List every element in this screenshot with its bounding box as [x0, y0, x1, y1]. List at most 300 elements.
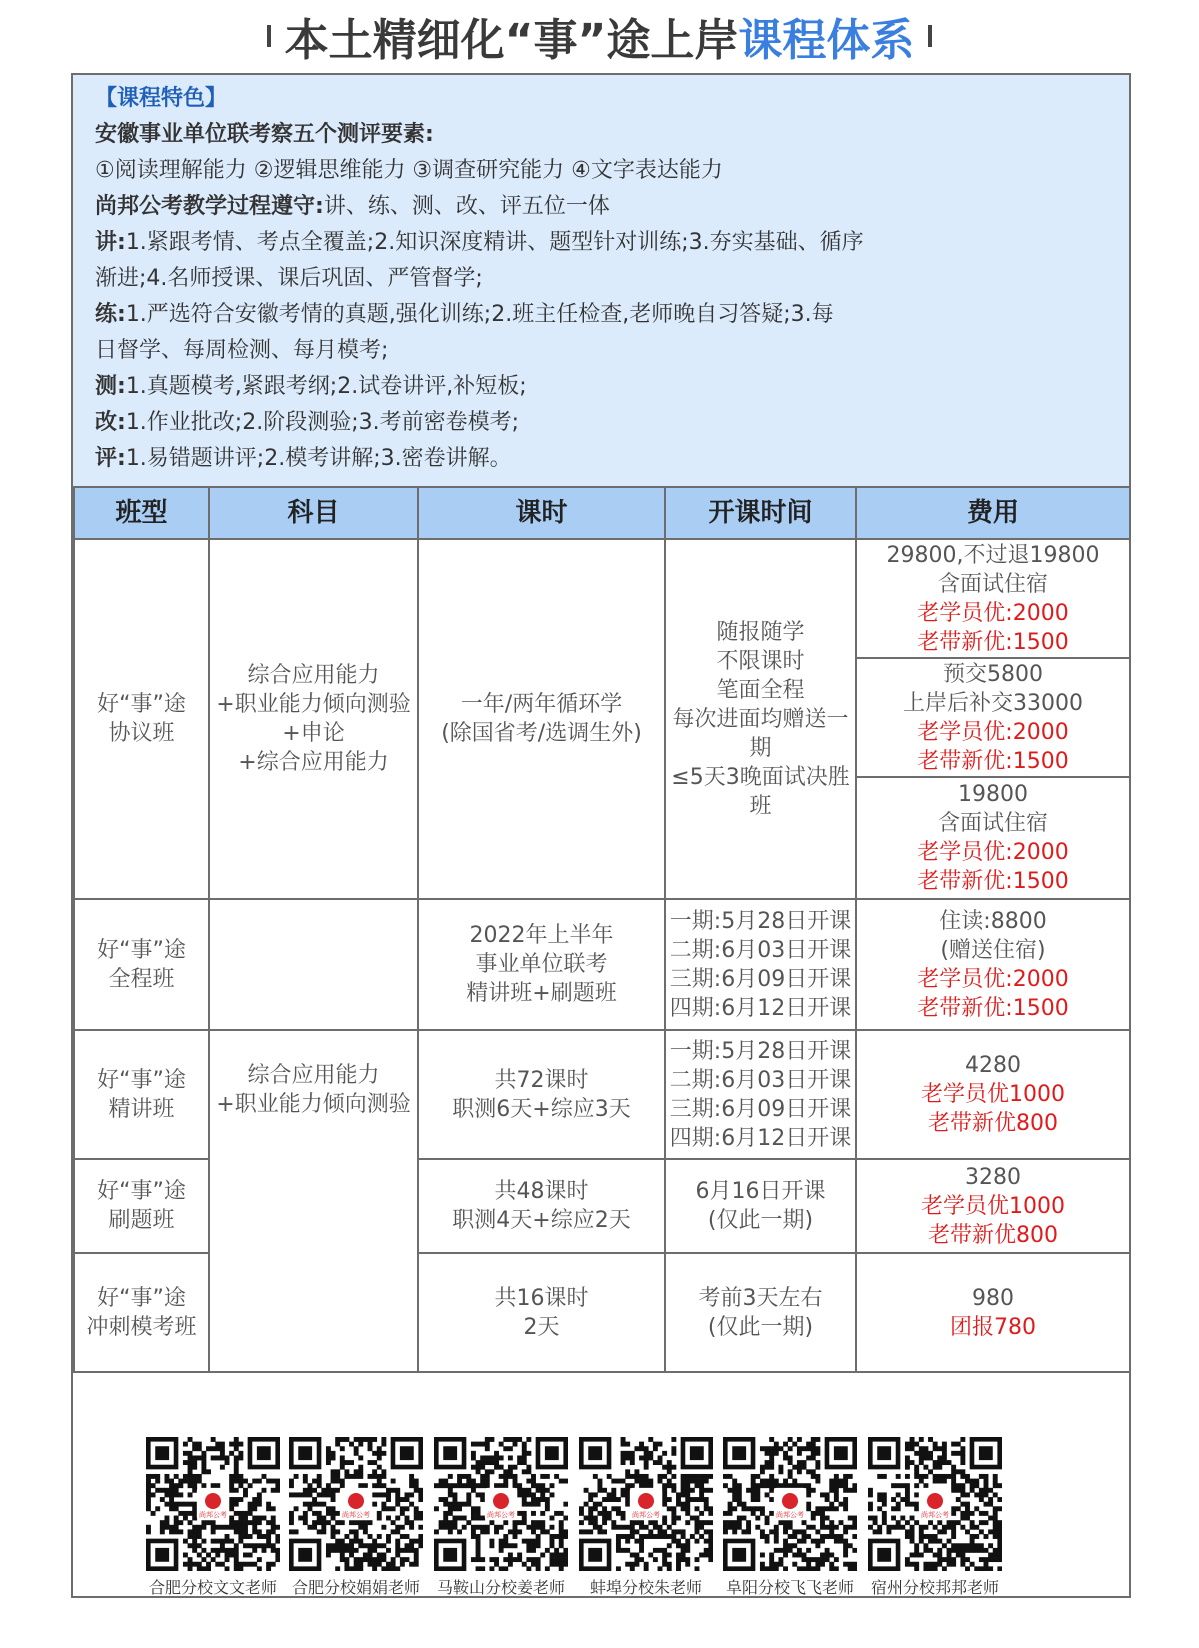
qr-module — [951, 1511, 956, 1516]
qr-module — [820, 1553, 825, 1558]
qr-module — [489, 1437, 494, 1442]
jiang-line2: 渐进;4.名师授课、课后巩固、严管督学; — [95, 266, 483, 291]
qr-module — [174, 1488, 179, 1493]
qr-module — [372, 1451, 377, 1456]
qr-module — [164, 1479, 169, 1484]
qr-module — [174, 1525, 179, 1530]
logo-text: 尚邦公考 — [632, 1511, 660, 1519]
qr-module — [540, 1483, 545, 1488]
qr-module — [802, 1529, 807, 1534]
qr-module — [616, 1539, 621, 1544]
qr-module — [192, 1483, 197, 1488]
qr-module — [947, 1557, 952, 1562]
qr-module — [741, 1502, 746, 1507]
qr-module — [970, 1511, 975, 1516]
qr-module — [644, 1460, 649, 1465]
qr-module — [354, 1437, 359, 1442]
qr-module — [834, 1497, 839, 1502]
qr-module — [405, 1506, 410, 1511]
qr-module — [956, 1520, 961, 1525]
qr-module — [993, 1548, 998, 1553]
title-accent: 课程体系 — [738, 15, 915, 66]
qr-module — [625, 1483, 630, 1488]
qr-module — [503, 1479, 508, 1484]
qr-module — [778, 1483, 783, 1488]
qr-module — [326, 1511, 331, 1516]
qr-module — [765, 1451, 770, 1456]
qr-module — [728, 1488, 733, 1493]
title-main: 本土精细化“事”途上岸 — [284, 15, 739, 66]
qr-caption: 阜阳分校飞飞老师 — [725, 1578, 854, 1597]
qr-module — [508, 1469, 513, 1474]
qr-module — [662, 1483, 667, 1488]
qr-code-icon[interactable] — [868, 1437, 1002, 1571]
qr-module — [513, 1479, 518, 1484]
qr-module — [443, 1516, 448, 1521]
qr-module — [621, 1437, 626, 1442]
qr-module — [886, 1529, 891, 1534]
qr-module — [471, 1479, 476, 1484]
qr-module — [653, 1460, 658, 1465]
qr-module — [607, 1474, 612, 1479]
qr-module — [685, 1511, 690, 1516]
qr-module — [197, 1455, 202, 1460]
qr-module — [802, 1483, 807, 1488]
qr-module — [937, 1520, 942, 1525]
qr-module — [644, 1474, 649, 1479]
qr-module — [648, 1553, 653, 1558]
qr-module — [349, 1529, 354, 1534]
qr-module — [485, 1455, 490, 1460]
qr-module — [197, 1529, 202, 1534]
qr-module — [400, 1548, 405, 1553]
fee-line: 19800 — [958, 782, 1028, 807]
qr-module — [489, 1539, 494, 1544]
qr-module — [621, 1511, 626, 1516]
qr-module — [681, 1502, 686, 1507]
qr-module — [178, 1483, 183, 1488]
qr-card — [143, 1437, 283, 1598]
qr-module — [984, 1488, 989, 1493]
qr-module — [896, 1525, 901, 1530]
qr-module — [621, 1534, 626, 1539]
qr-module — [174, 1483, 179, 1488]
qr-module — [480, 1455, 485, 1460]
qr-module — [662, 1529, 667, 1534]
qr-module — [708, 1474, 713, 1479]
qr-module — [409, 1548, 414, 1553]
qr-module — [395, 1539, 400, 1544]
qr-module — [335, 1469, 340, 1474]
qr-module — [262, 1534, 267, 1539]
qr-module — [708, 1511, 713, 1516]
qr-module — [243, 1525, 248, 1530]
qr-module — [391, 1529, 396, 1534]
qr-module — [788, 1534, 793, 1539]
qr-module — [201, 1469, 206, 1474]
qr-module — [517, 1437, 522, 1442]
qr-module — [960, 1548, 965, 1553]
qr-module — [806, 1483, 811, 1488]
qr-module — [760, 1553, 765, 1558]
qr-module — [658, 1442, 663, 1447]
qr-module — [806, 1442, 811, 1447]
qr-module — [536, 1488, 541, 1493]
qr-module — [988, 1516, 993, 1521]
qr-module — [848, 1474, 853, 1479]
qr-module — [211, 1520, 216, 1525]
qr-module — [639, 1525, 644, 1530]
qr-module — [409, 1502, 414, 1507]
qr-module — [489, 1557, 494, 1562]
qr-module — [732, 1492, 737, 1497]
qr-module — [597, 1479, 602, 1484]
qr-code-icon[interactable] — [579, 1437, 713, 1571]
qr-module — [354, 1539, 359, 1544]
qr-module — [229, 1474, 234, 1479]
qr-module — [183, 1442, 188, 1447]
qr-module — [335, 1520, 340, 1525]
qr-module — [522, 1539, 527, 1544]
qr-module — [183, 1562, 188, 1567]
table-row — [74, 1030, 1130, 1159]
qr-module — [192, 1511, 197, 1516]
qr-module — [229, 1516, 234, 1521]
qr-module — [616, 1497, 621, 1502]
hours-line: 共72课时 — [494, 1067, 589, 1093]
qr-module — [188, 1474, 193, 1479]
logo-text: 尚邦公考 — [921, 1511, 949, 1519]
time-line: (仅此一期) — [707, 1208, 814, 1233]
qr-module — [395, 1566, 400, 1571]
qr-module — [452, 1506, 457, 1511]
qr-module — [372, 1543, 377, 1548]
qr-module — [960, 1469, 965, 1474]
qr-module — [391, 1562, 396, 1567]
qr-module — [151, 1483, 156, 1488]
subject-shared — [209, 1030, 418, 1372]
qr-module — [169, 1506, 174, 1511]
qr-module — [344, 1469, 349, 1474]
qr-module — [621, 1479, 626, 1484]
qr-module — [806, 1492, 811, 1497]
qr-module — [616, 1543, 621, 1548]
qr-module — [243, 1553, 248, 1558]
qr-module — [275, 1548, 280, 1553]
qr-module — [769, 1497, 774, 1502]
qr-module — [409, 1539, 414, 1544]
qr-module — [695, 1506, 700, 1511]
qr-code-icon[interactable] — [723, 1437, 857, 1571]
qr-module — [513, 1529, 518, 1534]
qr-module — [513, 1534, 518, 1539]
qr-module — [937, 1529, 942, 1534]
qr-module — [331, 1451, 336, 1456]
qr-module — [896, 1520, 901, 1525]
qr-module — [919, 1534, 924, 1539]
qr-module — [648, 1483, 653, 1488]
qr-module — [848, 1543, 853, 1548]
qr-module — [211, 1483, 216, 1488]
qr-module — [418, 1488, 423, 1493]
qr-module — [503, 1534, 508, 1539]
qr-module — [321, 1492, 326, 1497]
qr-module — [480, 1492, 485, 1497]
qr-module — [788, 1548, 793, 1553]
qr-module — [494, 1562, 499, 1567]
qr-module — [956, 1442, 961, 1447]
qr-module — [414, 1516, 419, 1521]
qr-module — [368, 1446, 373, 1451]
qr-module — [238, 1483, 243, 1488]
qr-module — [974, 1483, 979, 1488]
qr-module — [517, 1553, 522, 1558]
qr-module — [545, 1497, 550, 1502]
qr-module — [625, 1455, 630, 1460]
time-line: 二期:6月03日开课 — [669, 937, 852, 963]
qr-module — [294, 1506, 299, 1511]
qr-module — [593, 1525, 598, 1530]
qr-module — [662, 1451, 667, 1456]
qr-code-icon[interactable] — [146, 1437, 280, 1571]
qr-module — [526, 1492, 531, 1497]
qr-module — [815, 1465, 820, 1470]
qr-module — [405, 1492, 410, 1497]
qr-module — [644, 1525, 649, 1530]
qr-module — [625, 1469, 630, 1474]
qr-module — [792, 1562, 797, 1567]
qr-module — [658, 1455, 663, 1460]
qr-module — [988, 1529, 993, 1534]
qr-module — [593, 1492, 598, 1497]
qr-module — [914, 1553, 919, 1558]
qr-module — [234, 1525, 239, 1530]
qr-module — [257, 1543, 262, 1548]
qr-module — [648, 1437, 653, 1442]
qr-module — [559, 1525, 564, 1530]
qr-module — [960, 1446, 965, 1451]
qr-module — [769, 1511, 774, 1516]
qr-module — [662, 1548, 667, 1553]
qr-module — [751, 1479, 756, 1484]
qr-module — [630, 1520, 635, 1525]
qr-module — [312, 1488, 317, 1493]
qr-module — [728, 1506, 733, 1511]
qr-module — [503, 1483, 508, 1488]
qr-module — [386, 1488, 391, 1493]
qr-module — [839, 1520, 844, 1525]
qr-module — [579, 1529, 584, 1534]
qr-module — [737, 1492, 742, 1497]
qr-module — [536, 1525, 541, 1530]
qr-module — [513, 1543, 518, 1548]
qr-module — [211, 1455, 216, 1460]
logo-icon — [638, 1493, 654, 1509]
qr-module — [266, 1534, 271, 1539]
qr-code-icon[interactable] — [289, 1437, 423, 1571]
qr-code-icon[interactable] — [434, 1437, 568, 1571]
qr-module — [783, 1451, 788, 1456]
qr-module — [391, 1506, 396, 1511]
qr-module — [806, 1502, 811, 1507]
qr-module — [508, 1529, 513, 1534]
qr-module — [344, 1543, 349, 1548]
qr-module — [997, 1553, 1002, 1558]
qr-module — [965, 1543, 970, 1548]
qr-module — [480, 1497, 485, 1502]
qr-module — [979, 1497, 984, 1502]
qr-module — [914, 1506, 919, 1511]
qr-module — [192, 1562, 197, 1567]
qr-module — [778, 1465, 783, 1470]
qr-module — [513, 1474, 518, 1479]
qr-module — [344, 1548, 349, 1553]
qr-module — [751, 1506, 756, 1511]
qr-module — [868, 1506, 873, 1511]
qr-module — [630, 1562, 635, 1567]
qr-module — [708, 1506, 713, 1511]
qr-module — [708, 1548, 713, 1553]
qr-module — [169, 1483, 174, 1488]
qr-module — [960, 1474, 965, 1479]
qr-module — [220, 1548, 225, 1553]
qr-module — [531, 1483, 536, 1488]
qr-module — [708, 1543, 713, 1548]
qr-module — [815, 1511, 820, 1516]
qr-module — [307, 1525, 312, 1530]
qr-module — [499, 1474, 504, 1479]
qr-module — [611, 1488, 616, 1493]
qr-module — [252, 1497, 257, 1502]
qr-module — [947, 1460, 952, 1465]
subject-xieyi — [209, 539, 418, 899]
qr-module — [947, 1474, 952, 1479]
qr-module — [868, 1488, 873, 1493]
qr-module — [653, 1520, 658, 1525]
qr-module — [271, 1562, 276, 1567]
qr-module — [391, 1488, 396, 1493]
qr-module — [737, 1525, 742, 1530]
qr-module — [802, 1553, 807, 1558]
qr-module — [340, 1446, 345, 1451]
qr-module — [815, 1557, 820, 1562]
qr-module — [708, 1520, 713, 1525]
qr-module — [234, 1553, 239, 1558]
qr-module — [418, 1516, 423, 1521]
qr-module — [923, 1562, 928, 1567]
qr-module — [993, 1492, 998, 1497]
qr-module — [220, 1451, 225, 1456]
qr-module — [933, 1534, 938, 1539]
qr-module — [965, 1492, 970, 1497]
qr-module — [584, 1516, 589, 1521]
qr-finder-center — [298, 1548, 312, 1562]
qr-module — [923, 1455, 928, 1460]
qr-module — [783, 1455, 788, 1460]
qr-module — [662, 1502, 667, 1507]
qr-module — [769, 1451, 774, 1456]
qr-module — [372, 1548, 377, 1553]
qr-module — [658, 1525, 663, 1530]
qr-module — [211, 1525, 216, 1530]
qr-module — [792, 1483, 797, 1488]
qr-module — [979, 1557, 984, 1562]
qr-module — [349, 1460, 354, 1465]
qr-module — [928, 1455, 933, 1460]
qr-module — [206, 1469, 211, 1474]
qr-module — [848, 1566, 853, 1571]
qr-module — [708, 1534, 713, 1539]
qr-module — [266, 1506, 271, 1511]
qr-module — [257, 1557, 262, 1562]
qr-module — [765, 1460, 770, 1465]
qr-module — [192, 1502, 197, 1507]
qr-module — [792, 1529, 797, 1534]
qr-module — [358, 1483, 363, 1488]
qr-module — [391, 1557, 396, 1562]
qr-module — [559, 1520, 564, 1525]
qr-module — [788, 1455, 793, 1460]
qr-module — [188, 1529, 193, 1534]
qr-module — [723, 1529, 728, 1534]
qr-module — [381, 1442, 386, 1447]
qr-module — [699, 1497, 704, 1502]
qr-module — [540, 1488, 545, 1493]
qr-module — [834, 1566, 839, 1571]
qr-module — [774, 1442, 779, 1447]
fee-line: 29800,不过退19800 — [886, 542, 1100, 568]
qr-module — [522, 1497, 527, 1502]
qr-module — [974, 1566, 979, 1571]
qr-module — [146, 1479, 151, 1484]
qr-finder-center — [588, 1446, 602, 1460]
qr-module — [344, 1557, 349, 1562]
qr-module — [257, 1516, 262, 1521]
qr-module — [462, 1474, 467, 1479]
qr-module — [843, 1483, 848, 1488]
qr-module — [201, 1465, 206, 1470]
qr-module — [372, 1437, 377, 1442]
qr-module — [443, 1520, 448, 1525]
qr-module — [965, 1506, 970, 1511]
qr-module — [774, 1548, 779, 1553]
qr-module — [400, 1511, 405, 1516]
qr-module — [988, 1553, 993, 1558]
qr-module — [550, 1543, 555, 1548]
fee-jingjiang — [856, 1030, 1130, 1159]
qr-module — [769, 1446, 774, 1451]
qr-module — [877, 1529, 882, 1534]
qr-module — [639, 1446, 644, 1451]
hours-line: 精讲班+刷题班 — [466, 981, 617, 1006]
qr-module — [765, 1483, 770, 1488]
qr-module — [225, 1525, 230, 1530]
qr-module — [317, 1520, 322, 1525]
qr-module — [462, 1525, 467, 1530]
qr-module — [919, 1455, 924, 1460]
qr-module — [984, 1474, 989, 1479]
qr-module — [760, 1465, 765, 1470]
qr-module — [271, 1479, 276, 1484]
qr-module — [243, 1516, 248, 1521]
qr-module — [630, 1474, 635, 1479]
qr-module — [658, 1529, 663, 1534]
qr-module — [923, 1465, 928, 1470]
time-quancheng — [665, 899, 856, 1030]
qr-module — [802, 1520, 807, 1525]
qr-module — [984, 1479, 989, 1484]
qr-module — [611, 1479, 616, 1484]
